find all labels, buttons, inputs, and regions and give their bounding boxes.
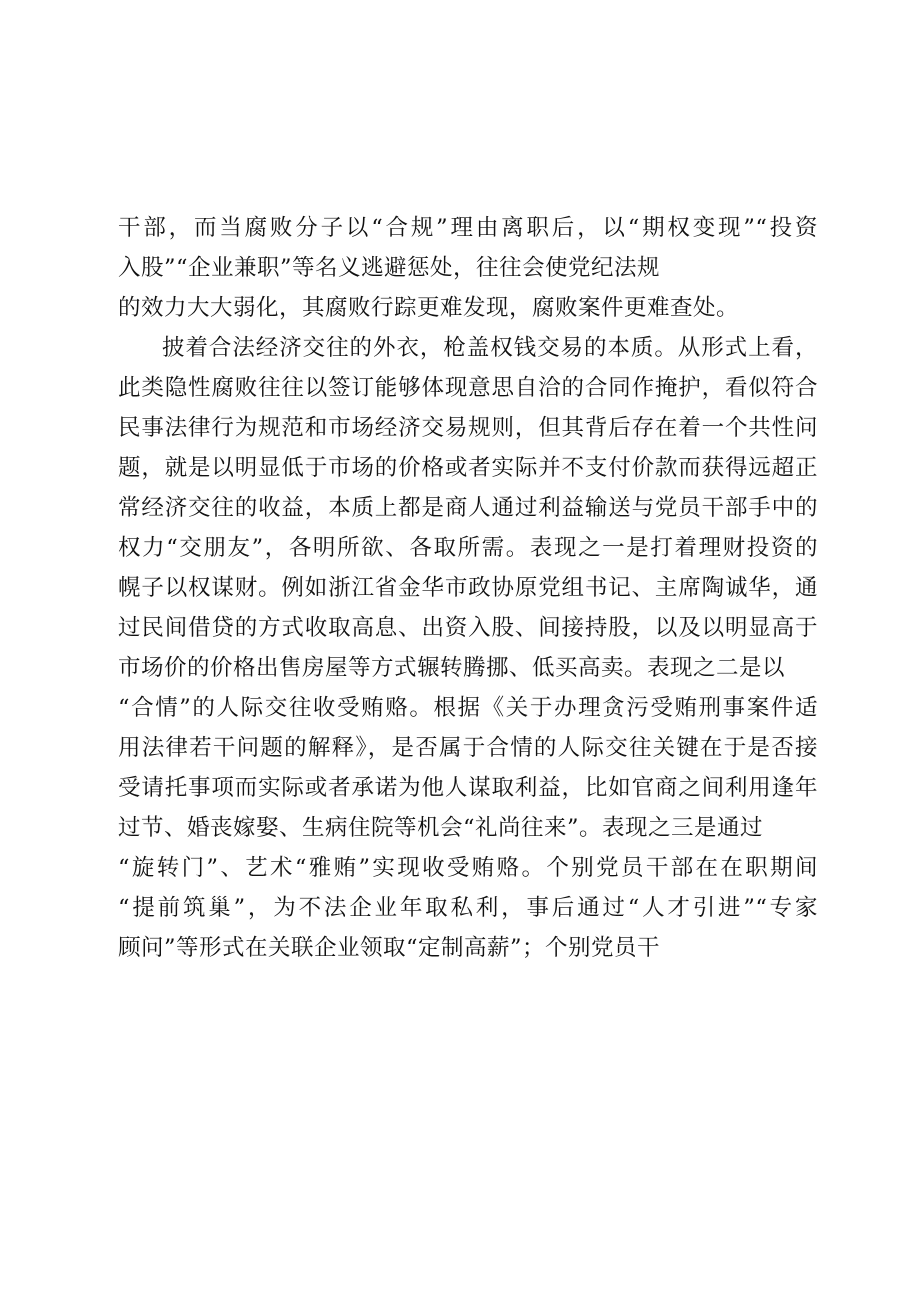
text-line-17: “旋转门”、艺术“雅贿”实现收受贿赂。个别党员干部在在职期间 xyxy=(118,855,818,881)
text-line-8: 常经济交往的收益，本质上都是商人通过利益输送与党员干部手中的 xyxy=(118,495,818,521)
text-line-7: 题，就是以明显低于市场的价格或者实际并不支付价款而获得远超正 xyxy=(118,455,818,481)
text-line-13: “合情”的人际交往收受贿赂。根据《关于办理贪污受贿刑事案件适 xyxy=(118,695,818,721)
text-line-18: “提前筑巢”，为不法企业年取私利，事后通过“人才引进”“专家 xyxy=(118,895,818,921)
text-line-2: 入股”“企业兼职”等名义逃避惩处，往往会使党纪法规 xyxy=(118,255,661,281)
paragraph-start-line: 披着合法经济交往的外衣，枪盖权钱交易的本质。从形式上看， xyxy=(162,335,818,361)
text-line-16: 过节、婚丧嫁娶、生病住院等机会“礼尚往来”。表现之三是通过 xyxy=(118,815,764,841)
text-line-19: 顾问”等形式在关联企业领取“定制高薪”；个别党员干 xyxy=(118,935,661,961)
text-line-15: 受请托事项而实际或者承诺为他人谋取利益，比如官商之间利用逢年 xyxy=(118,775,818,801)
text-line-12: 市场价的价格出售房屋等方式辗转腾挪、低买高卖。表现之二是以 xyxy=(118,655,786,681)
text-line-11: 过民间借贷的方式收取高息、出资入股、间接持股，以及以明显高于 xyxy=(118,615,818,641)
text-line-1: 干部，而当腐败分子以“合规”理由离职后，以“期权变现”“投资 xyxy=(118,215,818,241)
text-line-9: 权力“交朋友”，各明所欲、各取所需。表现之一是打着理财投资的 xyxy=(118,535,818,561)
text-line-5: 此类隐性腐败往往以签订能够体现意思自洽的合同作掩护，看似符合 xyxy=(118,375,818,401)
text-line-14: 用法律若干问题的解释》，是否属于合情的人际交往关键在于是否接 xyxy=(118,735,818,761)
body-text xyxy=(118,208,818,968)
text-line-6: 民事法律行为规范和市场经济交易规则，但其背后存在着一个共性问 xyxy=(118,415,818,441)
text-line-10: 幌子以权谋财。例如浙江省金华市政协原党组书记、主席陶诚华，通 xyxy=(118,575,818,601)
text-line-3: 的效力大大弱化，其腐败行踪更难发现，腐败案件更难查处。 xyxy=(118,295,740,321)
